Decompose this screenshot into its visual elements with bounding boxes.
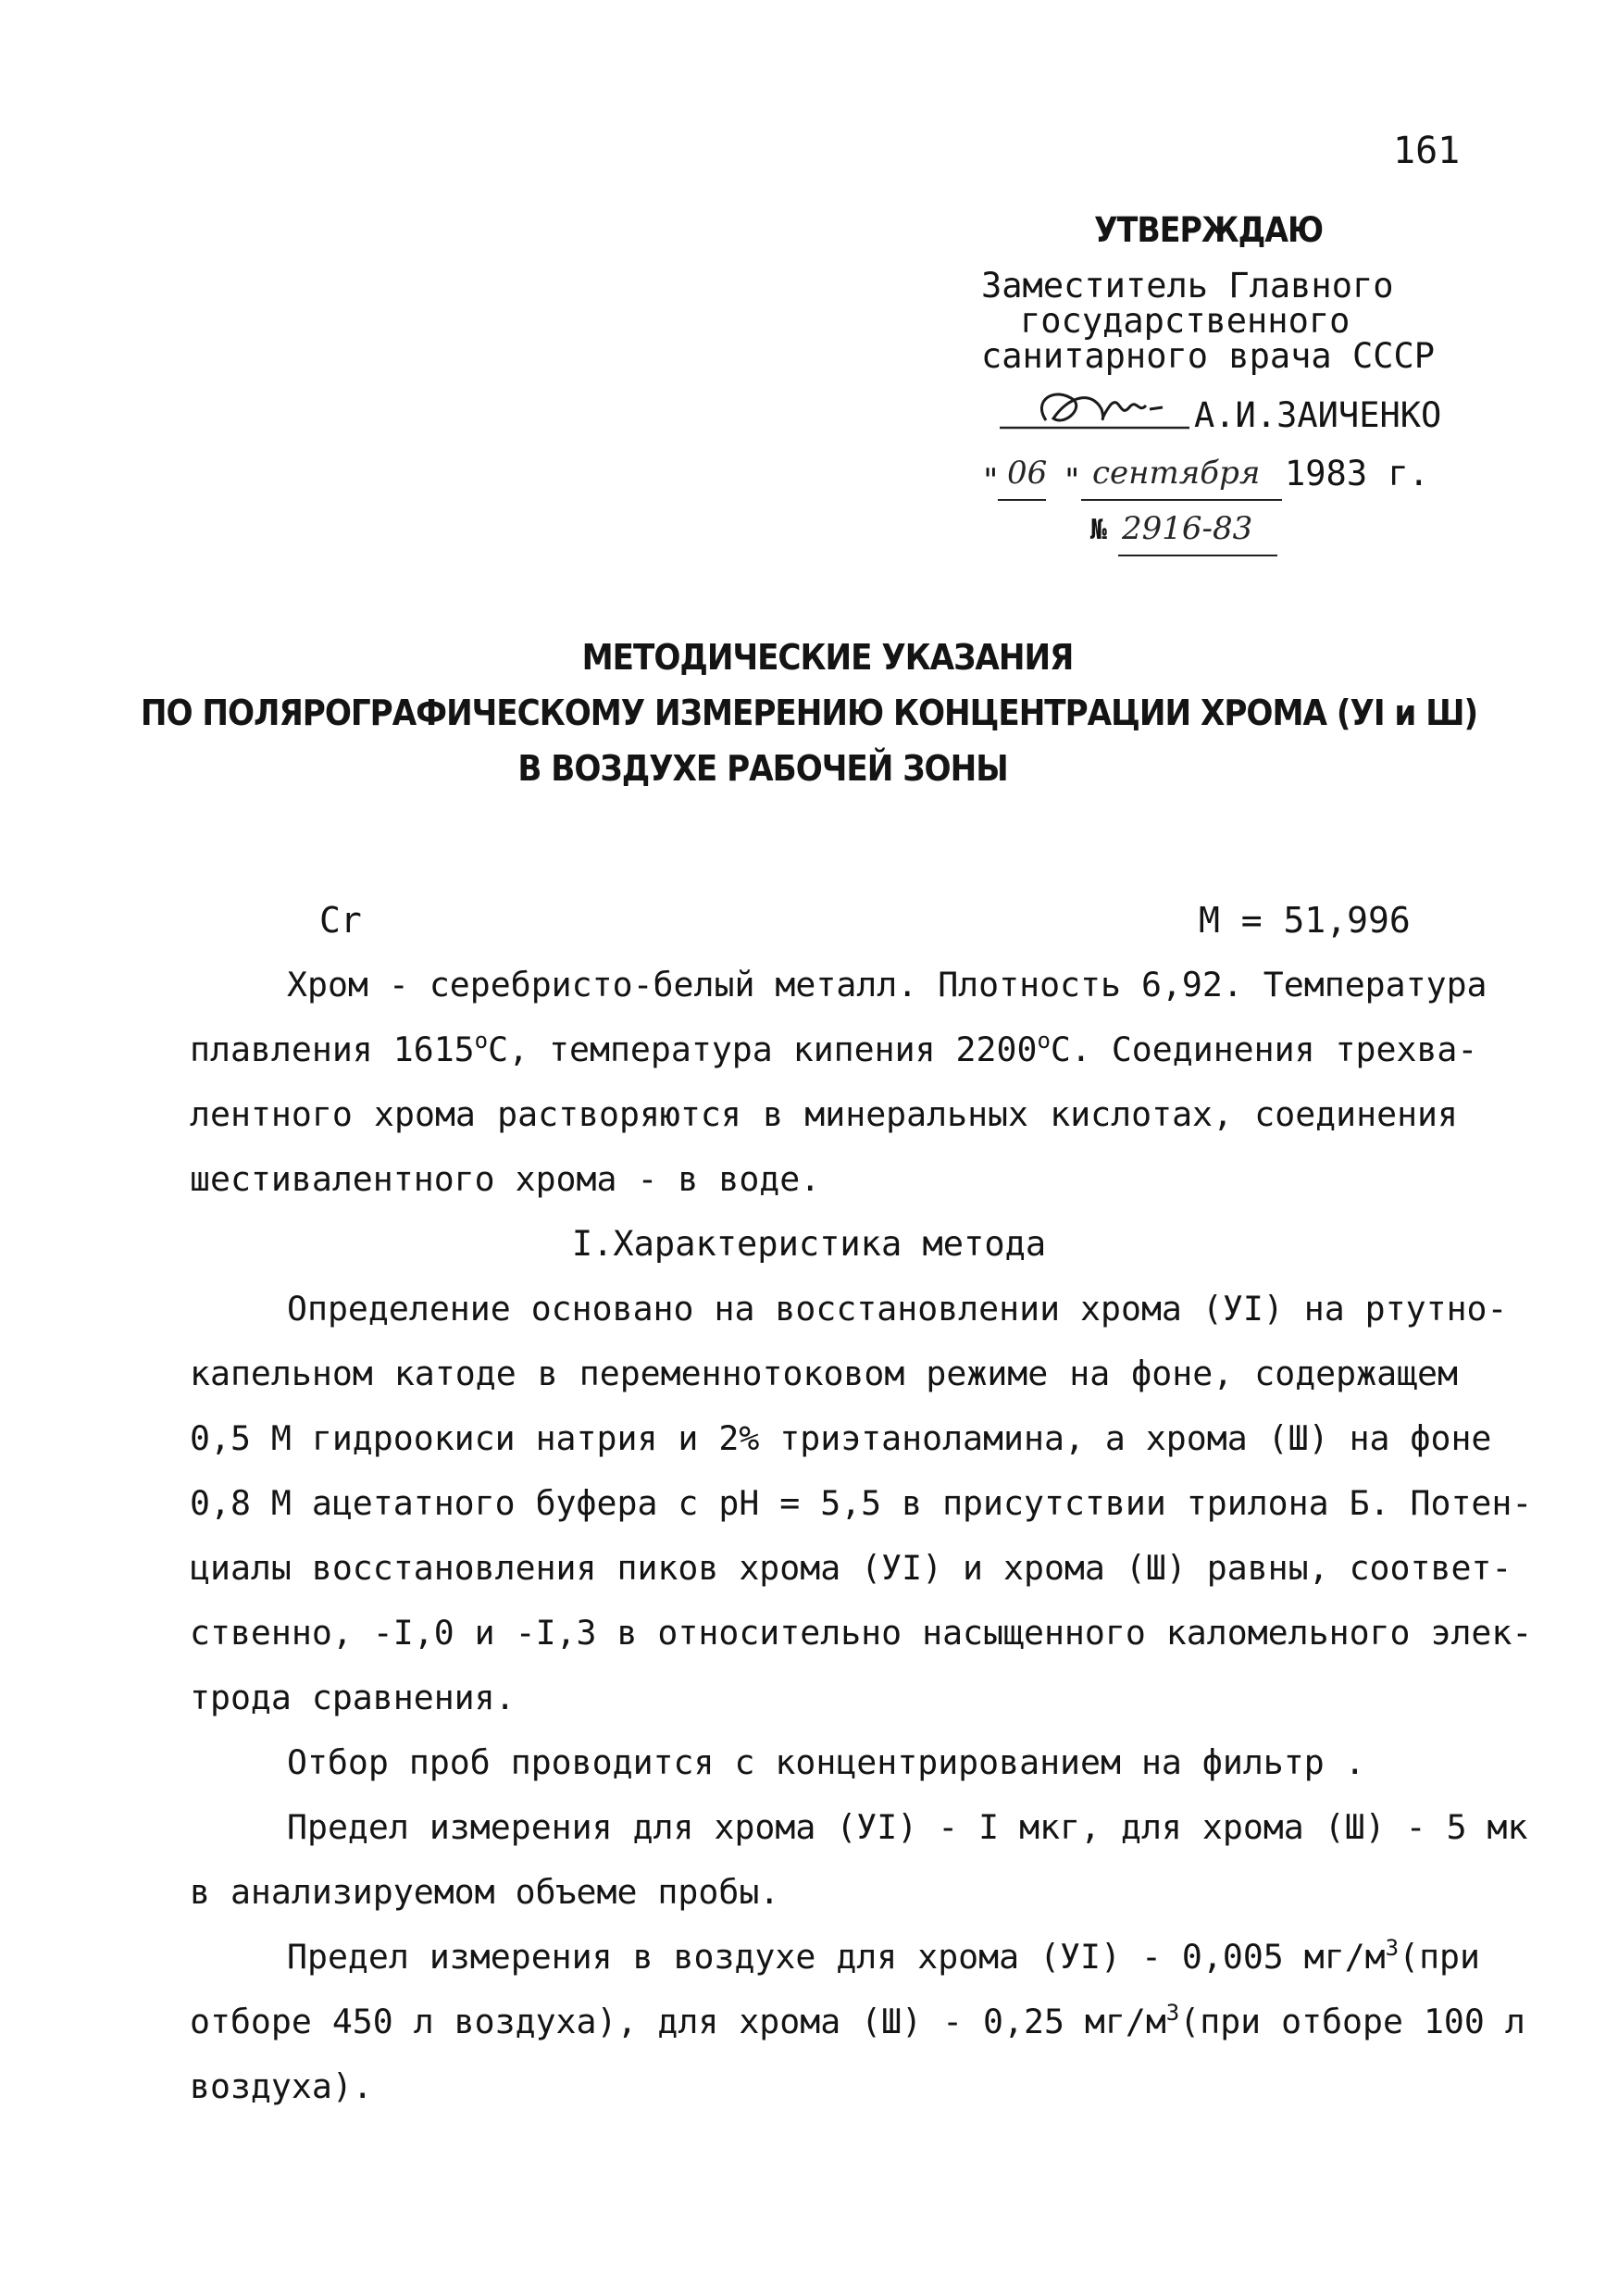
paragraph-line: Определение основано на восстановлении хрома (УI) на ртутно-: [287, 1289, 1508, 1329]
intro-line-3: лентного хрома растворяются в минеральных кислотах, соединения: [190, 1094, 1458, 1134]
approver-position-line-2: государственного: [1020, 301, 1350, 341]
paragraph-line: трода сравнения.: [190, 1678, 516, 1717]
date-month: сентября: [1092, 455, 1261, 492]
approver-position-line-1: Заместитель Главного: [981, 266, 1394, 306]
paragraph-line: 0,8 М ацетатного буфера с рН = 5,5 в присутствии трилона Б. Потен-: [190, 1483, 1533, 1523]
approval-heading: УТВЕРЖДАЮ: [1094, 210, 1324, 250]
intro-line-2: плавления $1615^оС$, температура кипения $2200^оС$. Соединения трехва-: [190, 1028, 1478, 1069]
paragraph-line: воздуха).: [190, 2066, 373, 2106]
svg-text:": ": [981, 462, 1001, 499]
document-number: 2916-83: [1122, 510, 1253, 547]
svg-text:": ": [1063, 462, 1082, 499]
paragraph-line: отборе 450 л воздуха), для хрома (Ш) - 0,25 $мг/м^3(при$ отборе 100 л: [190, 2000, 1525, 2041]
signatory-name: А.И.ЗАИЧЕНКО: [1194, 395, 1442, 435]
date-day: 06: [1007, 455, 1048, 492]
intro-line-1: Хром - серебристо-белый металл. Плотность 6,92. Температура: [287, 965, 1487, 1004]
approver-position-line-3: санитарного врача СССР: [981, 336, 1436, 376]
number-prefix: №: [1090, 514, 1108, 546]
date-year: 1983 г.: [1285, 454, 1429, 493]
paragraph-line: в анализируемом объеме пробы.: [190, 1872, 780, 1912]
molar-mass: М = 51,996: [1199, 900, 1411, 941]
section-heading: I.Характеристика метода: [571, 1224, 1047, 1264]
title-line-1: МЕТОДИЧЕСКИЕ УКАЗАНИЯ: [581, 637, 1074, 678]
sampling-sentence: Отбор проб проводится с концентрированием на фильтр .: [287, 1742, 1365, 1782]
chemical-formula: Cr: [319, 900, 362, 941]
paragraph-line: 0,5 М гидроокиси натрия и 2% триэтаноламина, а хрома (Ш) на фоне: [190, 1418, 1492, 1458]
paragraph-line: ственно, -I,0 и -I,3 в относительно насыщенного каломельного элек-: [190, 1613, 1533, 1653]
title-line-3: В ВОЗДУХЕ РАБОЧЕЙ ЗОНЫ: [517, 748, 1008, 789]
paragraph-line: капельном катоде в переменнотоковом режиме на фоне, содержащем: [190, 1354, 1458, 1393]
page-number: 161: [1393, 130, 1461, 172]
paragraph-line: Предел измерения для хрома (УI) - I мкг, для хрома (Ш) - 5 мк: [287, 1807, 1528, 1847]
intro-line-4: шестивалентного хрома - в воде.: [190, 1159, 821, 1199]
title-line-2: ПО ПОЛЯРОГРАФИЧЕСКОМУ ИЗМЕРЕНИЮ КОНЦЕНТРАЦИИ ХРОМА (УI и Ш): [140, 693, 1478, 733]
paragraph-line: циалы восстановления пиков хрома (УI) и хрома (Ш) равны, соответ-: [190, 1548, 1512, 1588]
paragraph-line: Предел измерения в воздухе для хрома (УI) - 0,005 $мг/м^3(при$: [287, 1935, 1481, 1977]
